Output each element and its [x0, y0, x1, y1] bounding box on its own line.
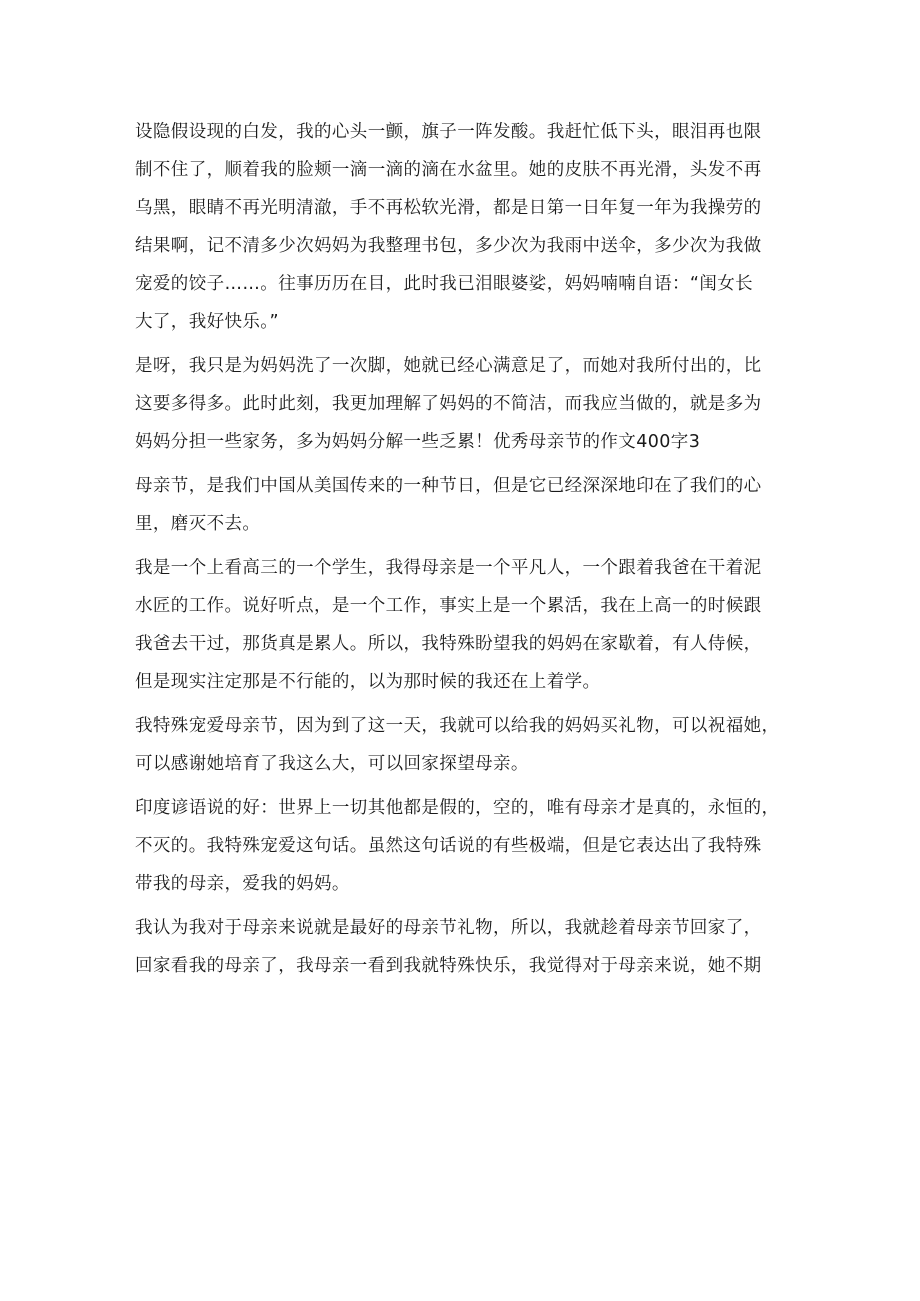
- paragraph-3: [135, 467, 815, 543]
- text-line: 母亲节，是我们中国从美国传来的一种节日，但是它已经深深地印在了我们的心: [135, 476, 762, 496]
- text-line: 但是现实注定那是不行能的，以为那时候的我还在上着学。: [135, 672, 601, 692]
- text-line: 里，磨灭不去。: [135, 514, 261, 534]
- paragraph-5: [135, 707, 815, 783]
- text-line: 设隐假设现的白发，我的心头一颤，旗子一阵发酸。我赶忙低下头，眼泪再也限: [135, 122, 762, 142]
- paragraph-4: [135, 549, 815, 701]
- text-line: 大了，我好快乐。”: [135, 312, 279, 332]
- text-line: 宠爱的饺子……。往事历历在目，此时我已泪眼婆娑，妈妈喃喃自语：“闺女长: [135, 274, 754, 294]
- text-line: 不灭的。我特殊宠爱这句话。虽然这句话说的有些极端，但是它表达出了我特殊: [135, 836, 762, 856]
- paragraph-2: [135, 347, 815, 461]
- text-line: 我特殊宠爱母亲节，因为到了这一天，我就可以给我的妈妈买礼物，可以祝福她，: [135, 716, 780, 736]
- text-line: 我爸去干过，那货真是累人。所以，我特殊盼望我的妈妈在家歇着，有人侍候，: [135, 634, 762, 654]
- text-line: 回家看我的母亲了，我母亲一看到我就特殊快乐，我觉得对于母亲来说，她不期: [135, 956, 762, 976]
- text-line: 水匠的工作。说好听点，是一个工作，事实上是一个累活，我在上高一的时候跟: [135, 596, 762, 616]
- text-line: 印度谚语说的好：世界上一切其他都是假的，空的，唯有母亲才是真的，永恒的，: [135, 798, 780, 818]
- text-line: 妈妈分担一些家务，多为妈妈分解一些乏累！优秀母亲节的作文400字3: [135, 432, 701, 452]
- text-line: 我是一个上看高三的一个学生，我得母亲是一个平凡人，一个跟着我爸在干着泥: [135, 558, 762, 578]
- text-line: 制不住了，顺着我的脸颊一滴一滴的滴在水盆里。她的皮肤不再光滑，头发不再: [135, 160, 762, 180]
- text-line: 这要多得多。此时此刻，我更加理解了妈妈的不简洁，而我应当做的，就是多为: [135, 394, 762, 414]
- paragraph-6: [135, 789, 815, 903]
- text-line: 乌黑，眼睛不再光明清澈，手不再松软光滑，都是日第一日年复一年为我操劳的: [135, 198, 762, 218]
- document-body: [135, 113, 815, 991]
- text-line: 是呀，我只是为妈妈洗了一次脚，她就已经心满意足了，而她对我所付出的，比: [135, 356, 762, 376]
- paragraph-1: [135, 113, 815, 341]
- text-line: 可以感谢她培育了我这么大，可以回家探望母亲。: [135, 754, 529, 774]
- text-line: 结果啊，记不清多少次妈妈为我整理书包，多少次为我雨中送伞，多少次为我做: [135, 236, 762, 256]
- text-line: 我认为我对于母亲来说就是最好的母亲节礼物，所以，我就趁着母亲节回家了，: [135, 918, 762, 938]
- text-line: 带我的母亲，爱我的妈妈。: [135, 874, 350, 894]
- paragraph-7: [135, 909, 815, 985]
